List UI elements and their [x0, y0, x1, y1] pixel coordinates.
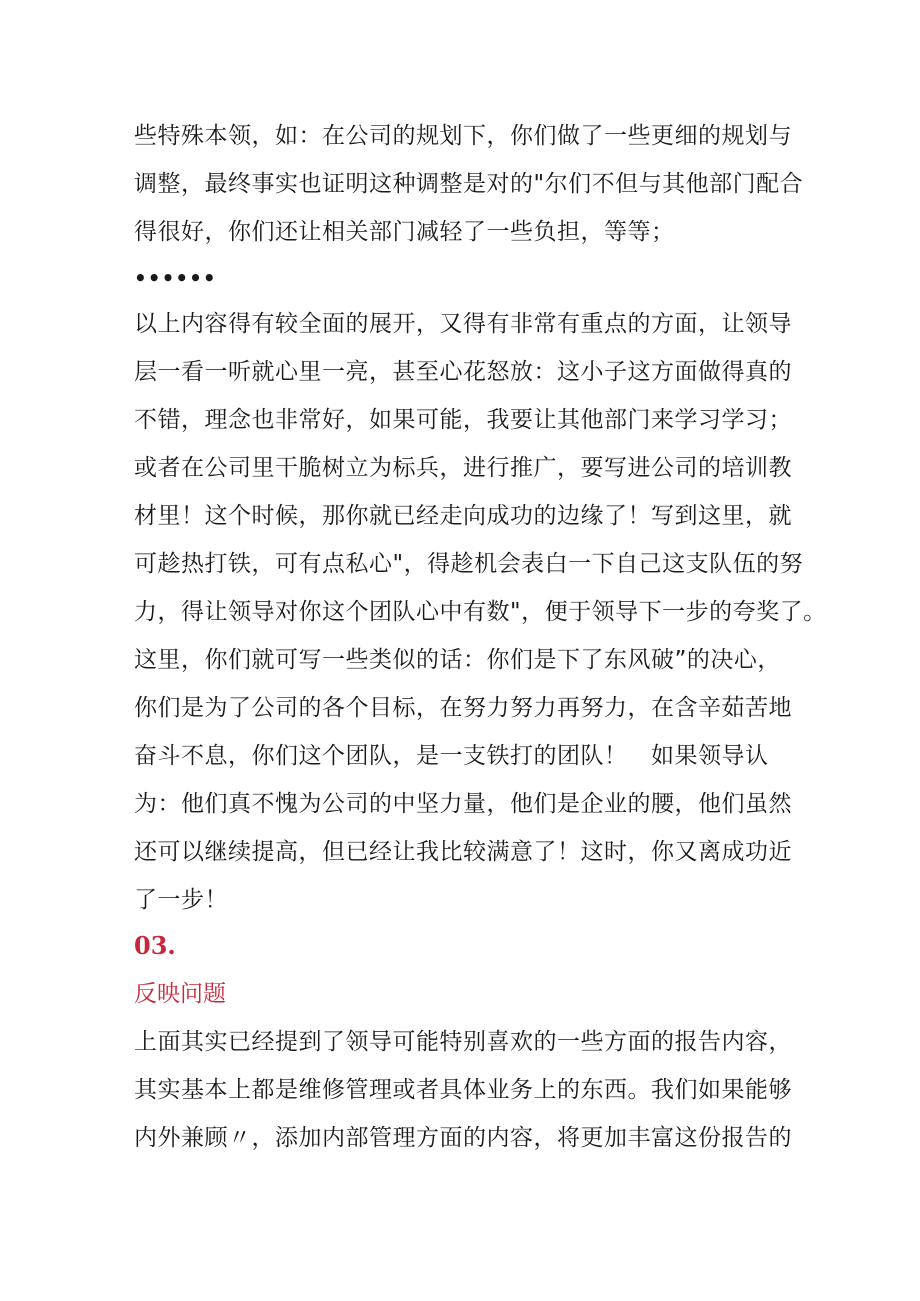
paragraph-1 [134, 112, 804, 256]
text-line: 不错，理念也非常好，如果可能，我要让其他部门来学习学习； [134, 407, 792, 433]
text-line: 你们是为了公司的各个目标，在努力努力再努力，在含辛茹苦地 [134, 695, 792, 721]
text-line: 其实基本上都是维修管理或者具体业务上的东西。我们如果能够 [134, 1077, 792, 1103]
text-line: 内外兼顾〃，添加内部管理方面的内容，将更加丰富这份报告的 [134, 1125, 792, 1151]
text-line: 或者在公司里干脆树立为标兵，进行推广，要写进公司的培训教 [134, 455, 792, 481]
document-page [134, 112, 827, 1162]
ellipsis-separator: •••••• [134, 266, 217, 290]
text-line: 这里，你们就可写一些类似的话：你们是下了东风破”的决心， [134, 647, 781, 673]
text-line: 为：他们真不愧为公司的中坚力量，他们是企业的腰，他们虽然 [134, 791, 792, 817]
paragraph-3 [134, 1018, 794, 1162]
text-line: 得很好，你们还让相关部门减轻了一些负担，等等； [134, 219, 675, 245]
text-line: 可趁热打铁，可有点私心"，得趁机会表白一下自己这支队伍的努 [134, 551, 804, 577]
text-line: 力，得让领导对你这个团队心中有数"，便于领导下一步的夸奖了。 [134, 599, 827, 625]
section-title: 反映问题 [134, 981, 226, 1007]
text-line: 以上内容得有较全面的展开，又得有非常有重点的方面，让领导 [134, 311, 792, 337]
text-line: 层一看一听就心里一亮，甚至心花怒放：这小子这方面做得真的 [134, 359, 792, 385]
text-line: 了一步！ [134, 887, 228, 913]
text-line: 上面其实已经提到了领导可能特别喜欢的一些方面的报告内容， [134, 1029, 792, 1055]
paragraph-2 [134, 300, 827, 924]
text-line: 调整，最终事实也证明这种调整是对的"尔们不但与其他部门配合 [134, 171, 804, 197]
section-number: 03. [134, 931, 176, 960]
text-line: 还可以继续提高，但已经让我比较满意了！这时，你又离成功近 [134, 839, 792, 865]
text-line: 奋斗不息，你们这个团队，是一支铁打的团队！ 如果领导认 [134, 743, 769, 769]
text-line: 些特殊本领，如：在公司的规划下，你们做了一些更细的规划与 [134, 123, 792, 149]
text-line: 材里！这个时候，那你就已经走向成功的边缘了！写到这里，就 [134, 503, 792, 529]
